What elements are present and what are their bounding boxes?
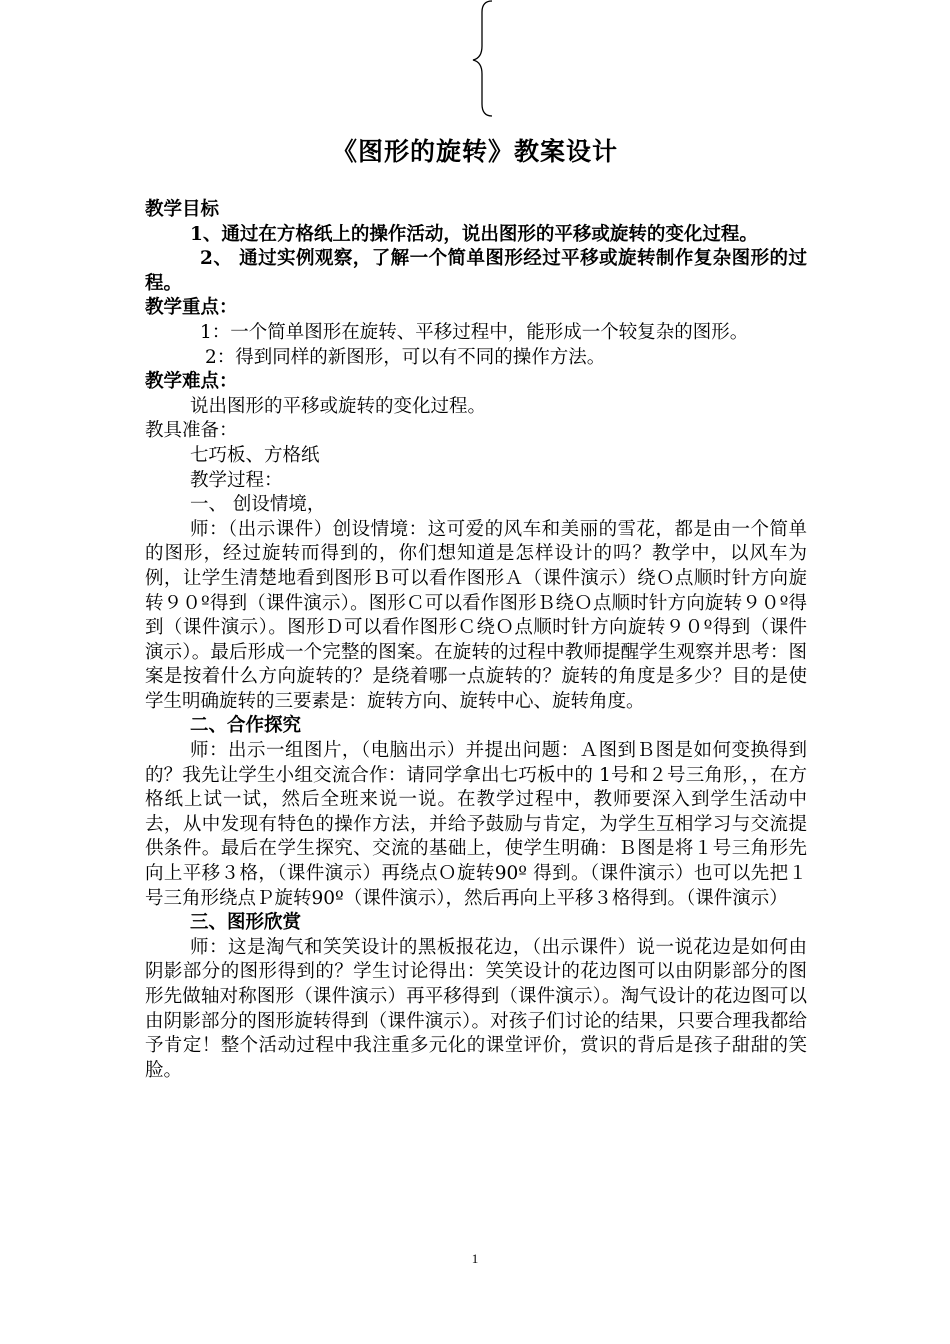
goal-item-2: 2、 通过实例观察，了解一个简单图形经过平移或旋转制作复杂图形的过程。 (145, 248, 807, 294)
step2-heading: 二、合作探究 (190, 715, 302, 737)
key-point-2: 2：得到同样的新图形，可以有不同的操作方法。 (205, 346, 606, 368)
tools-heading: 教具准备： (145, 420, 238, 442)
step1-heading: 一、 创设情境， (190, 494, 326, 516)
goals-heading: 教学目标 (145, 199, 220, 220)
process-heading: 教学过程： (190, 469, 283, 491)
step3-heading: 三、图形欣赏 (190, 912, 302, 934)
goal-item-1: 1、通过在方格纸上的操作活动，说出图形的平移或旋转的变化过程。 (190, 223, 758, 245)
step3-text: 师：这是淘气和笑笑设计的黑板报花边，（出示课件）说一说花边是如何由阴影部分的图形得到的？学生讨论得出：笑笑设计的花边图可以由阴影部分的图形先做轴对称图形（课件演示）再平移得到（课件演示）。淘气设计的花边图可以由阴影部分的图形旋转得到（课件演示）。对孩子们讨论的结果，只要合理我都给予肯定！整个活动过程中我注重多元化的课堂评价，赏识的背后是孩子甜甜的笑脸。 (145, 936, 807, 1081)
key-points-heading: 教学重点： (145, 297, 238, 319)
document-title: 《图形的旋转》教案设计 (331, 137, 618, 166)
brace-decoration (470, 0, 510, 120)
difficulty-item: 说出图形的平移或旋转的变化过程。 (190, 395, 487, 417)
step2-text: 师：出示一组图片，（电脑出示）并提出问题：Ａ图到Ｂ图是如何变换得到的？我先让学生小组交流合作：请同学拿出七巧板中的 1号和２号三角形，，在方格纸上试一试，然后全班来说一说。在教学过程中，教师要深入到学生活动中去，从中发现有特色的操作方法，并给予鼓励与肯定，为学生互相学习与交流提供条件。最后在学生探究、交流的基础上，使学生明确：Ｂ图是将１号三角形先向上平移３格，（课件演示）再绕点Ｏ旋转90º 得到。（课件演示）也可以先把１号三角形绕点Ｐ旋转90º（课件演示），然后再向上平移３格得到。（课件演示） (145, 740, 807, 909)
step1-text: 师：（出示课件）创设情境：这可爱的风车和美丽的雪花，都是由一个简单的图形，经过旋转而得到的，你们想知道是怎样设计的吗？教学中，以风车为例，让学生清楚地看到图形Ｂ可以看作图形Ａ（课件演示）绕Ｏ点顺时针方向旋转９０º得到（课件演示）。图形Ｃ可以看作图形Ｂ绕Ｏ点顺时针方向旋转９０º得到（课件演示）。图形Ｄ可以看作图形Ｃ绕Ｏ点顺时针方向旋转９０º得到（课件演示）。最后形成一个完整的图案。在旋转的过程中教师提醒学生观察并思考：图案是按着什么方向旋转的？是绕着哪一点旋转的？旋转的角度是多少？目的是使学生明确旋转的三要素是：旋转方向、旋转中心、旋转角度。 (145, 518, 807, 712)
document-body (145, 198, 807, 1083)
page-number: 1 (471, 1251, 479, 1266)
key-point-1: 1：一个简单图形在旋转、平移过程中，能形成一个较复杂的图形。 (200, 321, 749, 343)
difficulty-heading: 教学难点： (145, 371, 238, 393)
tools-item: 七巧板、方格纸 (190, 444, 320, 466)
